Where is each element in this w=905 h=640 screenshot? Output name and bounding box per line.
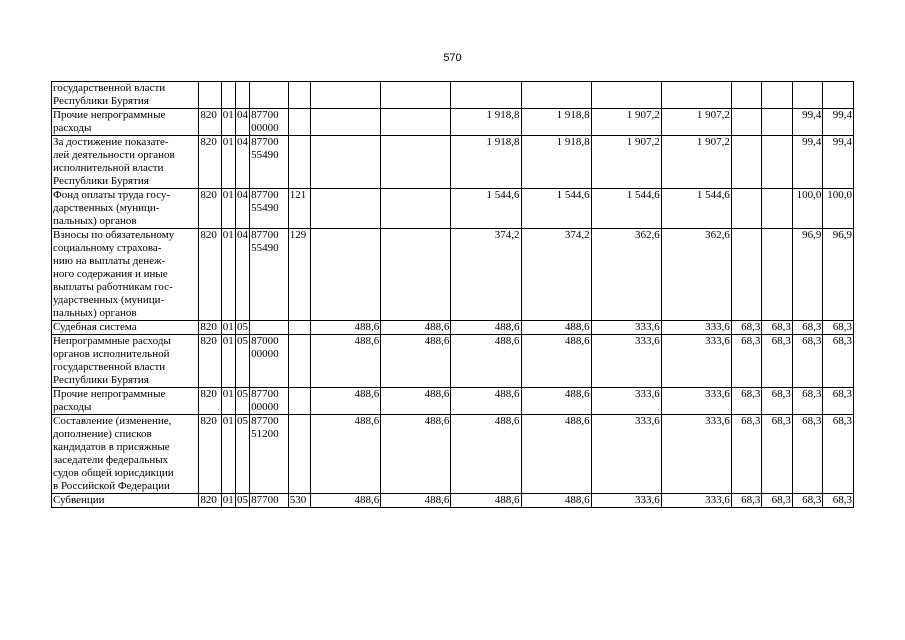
- value-cell: 333,6: [661, 388, 731, 415]
- percent-cell: 68,3: [792, 494, 822, 508]
- value-cell: 488,6: [451, 388, 521, 415]
- row-name: Взносы по обязательному социальному страхова- нию на выплаты денеж- ного содержания и иные выплаты работникам гос- ударственных (муници- пальных) органов: [52, 229, 199, 321]
- percent-cell: 68,3: [762, 415, 792, 494]
- grbs-code: 820: [199, 229, 221, 321]
- row-name: Непрограммные расходы органов исполнительной государственной власти Республики Бурятия: [52, 335, 199, 388]
- table-row: [52, 229, 854, 321]
- table-row: [52, 109, 854, 136]
- percent-cell: 99,4: [823, 136, 854, 189]
- percent-cell: 96,9: [823, 229, 854, 321]
- table-row: [52, 494, 854, 508]
- table-row: [52, 189, 854, 229]
- value-cell: 488,6: [311, 321, 381, 335]
- percent-cell: 68,3: [762, 494, 792, 508]
- value-cell: 488,6: [311, 388, 381, 415]
- value-cell: 333,6: [661, 321, 731, 335]
- target-article-code: 87700 55490: [250, 229, 289, 321]
- value-cell: 488,6: [311, 335, 381, 388]
- grbs-code: 820: [199, 415, 221, 494]
- percent-cell: [731, 189, 761, 229]
- percent-cell: 68,3: [762, 388, 792, 415]
- subsection-code: [235, 82, 249, 109]
- target-article-code: [250, 82, 289, 109]
- value-cell: [591, 82, 661, 109]
- expense-type-code: [288, 335, 310, 388]
- value-cell: [381, 229, 451, 321]
- value-cell: 362,6: [591, 229, 661, 321]
- value-cell: [521, 82, 591, 109]
- percent-cell: 68,3: [792, 335, 822, 388]
- value-cell: 1 918,8: [521, 109, 591, 136]
- percent-cell: [731, 229, 761, 321]
- value-cell: 333,6: [591, 321, 661, 335]
- percent-cell: 68,3: [792, 321, 822, 335]
- value-cell: 333,6: [591, 415, 661, 494]
- value-cell: 1 544,6: [591, 189, 661, 229]
- expense-type-code: 129: [288, 229, 310, 321]
- row-name: Фонд оплаты труда госу- дарственных (муници- пальных) органов: [52, 189, 199, 229]
- value-cell: 362,6: [661, 229, 731, 321]
- value-cell: 488,6: [451, 494, 521, 508]
- value-cell: 488,6: [451, 321, 521, 335]
- target-article-code: 87700 55490: [250, 189, 289, 229]
- percent-cell: [762, 109, 792, 136]
- value-cell: 333,6: [591, 494, 661, 508]
- percent-cell: [762, 229, 792, 321]
- subsection-code: 04: [235, 109, 249, 136]
- value-cell: 488,6: [521, 415, 591, 494]
- section-code: 01: [222, 494, 234, 506]
- value-cell: [381, 189, 451, 229]
- value-cell: 1 544,6: [451, 189, 521, 229]
- row-name: Субвенции: [52, 494, 199, 508]
- value-cell: [311, 136, 381, 189]
- target-article-code: 87700 00000: [250, 388, 289, 415]
- grbs-code: 820: [199, 335, 221, 388]
- value-cell: [311, 109, 381, 136]
- subsection-code: 05: [235, 335, 249, 388]
- percent-cell: 68,3: [792, 388, 822, 415]
- value-cell: [451, 82, 521, 109]
- table-row: [52, 321, 854, 335]
- table-row: [52, 388, 854, 415]
- section-code: [221, 82, 235, 109]
- expense-type-code: [288, 388, 310, 415]
- grbs-code: 820: [199, 494, 221, 508]
- percent-cell: [762, 189, 792, 229]
- percent-cell: 68,3: [731, 321, 761, 335]
- value-cell: 333,6: [591, 335, 661, 388]
- target-article-code: 87700 51200: [250, 415, 289, 494]
- value-cell: 374,2: [451, 229, 521, 321]
- value-cell: 374,2: [521, 229, 591, 321]
- value-cell: 488,6: [381, 494, 451, 508]
- value-cell: 488,6: [521, 321, 591, 335]
- percent-cell: 68,3: [731, 388, 761, 415]
- value-cell: [311, 82, 381, 109]
- percent-cell: [731, 82, 761, 109]
- value-cell: 333,6: [661, 335, 731, 388]
- value-cell: 488,6: [451, 335, 521, 388]
- expense-type-code: [288, 415, 310, 494]
- section-code: 01: [221, 388, 235, 415]
- percent-cell: [762, 82, 792, 109]
- grbs-code: 820: [199, 109, 221, 136]
- section-code: 01: [222, 321, 234, 333]
- percent-cell: 68,3: [823, 415, 854, 494]
- value-cell: 1 907,2: [591, 109, 661, 136]
- value-cell: 1 918,8: [451, 136, 521, 189]
- percent-cell: [731, 109, 761, 136]
- expense-type-code: 121: [288, 189, 310, 229]
- target-article-code: 87700 00000: [250, 109, 289, 136]
- value-cell: 1 544,6: [661, 189, 731, 229]
- subsection-code: 05: [235, 388, 249, 415]
- row-name: Составление (изменение, дополнение) списков кандидатов в присяжные заседатели федеральных судов общей юрисдикции в Российской Федерации: [52, 415, 199, 494]
- percent-cell: 68,3: [823, 335, 854, 388]
- percent-cell: [731, 136, 761, 189]
- value-cell: 333,6: [591, 388, 661, 415]
- percent-cell: 68,3: [823, 388, 854, 415]
- value-cell: 333,6: [661, 415, 731, 494]
- value-cell: 1 918,8: [521, 136, 591, 189]
- value-cell: 488,6: [311, 415, 381, 494]
- value-cell: 1 907,2: [661, 109, 731, 136]
- expense-type-code: [288, 109, 310, 136]
- table-row: [52, 415, 854, 494]
- value-cell: [661, 82, 731, 109]
- budget-table: [51, 81, 854, 508]
- section-code: 01: [221, 109, 235, 136]
- subsection-code: 04: [235, 136, 249, 189]
- grbs-code: [199, 82, 221, 109]
- row-name: Прочие непрограммные расходы: [52, 388, 199, 415]
- percent-cell: 99,4: [823, 109, 854, 136]
- expense-type-code: [288, 136, 310, 189]
- subsection-code: 04: [235, 229, 249, 321]
- table-row: [52, 335, 854, 388]
- percent-cell: 99,4: [792, 109, 822, 136]
- value-cell: 1 907,2: [591, 136, 661, 189]
- target-article-code: 87700: [250, 494, 289, 508]
- value-cell: 488,6: [521, 388, 591, 415]
- value-cell: 488,6: [381, 335, 451, 388]
- percent-cell: 99,4: [792, 136, 822, 189]
- grbs-code: 820: [199, 189, 221, 229]
- value-cell: 488,6: [521, 494, 591, 508]
- percent-cell: 96,9: [792, 229, 822, 321]
- percent-cell: [762, 136, 792, 189]
- row-name: государственной власти Республики Бурятия: [52, 82, 199, 109]
- subsection-code: 05: [235, 415, 249, 494]
- section-code: 01: [221, 415, 235, 494]
- percent-cell: [792, 82, 822, 109]
- expense-type-code: 530: [288, 494, 310, 508]
- subsection-code: 04: [235, 189, 249, 229]
- value-cell: 333,6: [661, 494, 731, 508]
- value-cell: [381, 82, 451, 109]
- target-article-code: [250, 321, 289, 335]
- table-row: [52, 136, 854, 189]
- table-row: [52, 82, 854, 109]
- value-cell: 488,6: [451, 415, 521, 494]
- percent-cell: 100,0: [823, 189, 854, 229]
- value-cell: 1 907,2: [661, 136, 731, 189]
- section-code: 01: [221, 136, 235, 189]
- percent-cell: 68,3: [823, 321, 854, 335]
- percent-cell: 68,3: [762, 335, 792, 388]
- grbs-code: 820: [199, 136, 221, 189]
- value-cell: 488,6: [381, 388, 451, 415]
- value-cell: 488,6: [381, 321, 451, 335]
- value-cell: [381, 109, 451, 136]
- subsection-code: 05: [236, 321, 248, 333]
- percent-cell: [823, 82, 854, 109]
- percent-cell: 68,3: [762, 321, 792, 335]
- value-cell: [311, 189, 381, 229]
- percent-cell: 68,3: [792, 415, 822, 494]
- row-name: Прочие непрограммные расходы: [52, 109, 199, 136]
- percent-cell: 68,3: [731, 335, 761, 388]
- section-code: 01: [221, 335, 235, 388]
- expense-type-code: [288, 82, 310, 109]
- section-code: 01: [221, 229, 235, 321]
- percent-cell: 68,3: [731, 494, 761, 508]
- target-article-code: 87000 00000: [250, 335, 289, 388]
- grbs-code: 820: [199, 321, 221, 335]
- value-cell: 488,6: [381, 415, 451, 494]
- value-cell: 1 918,8: [451, 109, 521, 136]
- percent-cell: 68,3: [731, 415, 761, 494]
- section-code: 01: [221, 189, 235, 229]
- value-cell: [381, 136, 451, 189]
- percent-cell: 100,0: [792, 189, 822, 229]
- value-cell: 1 544,6: [521, 189, 591, 229]
- row-name: Судебная система: [52, 321, 199, 335]
- target-article-code: 87700 55490: [250, 136, 289, 189]
- row-name: За достижение показате- лей деятельности органов исполнительной власти Республики Бурятия: [52, 136, 199, 189]
- percent-cell: 68,3: [823, 494, 854, 508]
- subsection-code: 05: [236, 494, 248, 506]
- value-cell: [311, 229, 381, 321]
- value-cell: 488,6: [521, 335, 591, 388]
- page-number: 570: [443, 52, 462, 64]
- value-cell: 488,6: [311, 494, 381, 508]
- expense-type-code: [288, 321, 310, 335]
- grbs-code: 820: [199, 388, 221, 415]
